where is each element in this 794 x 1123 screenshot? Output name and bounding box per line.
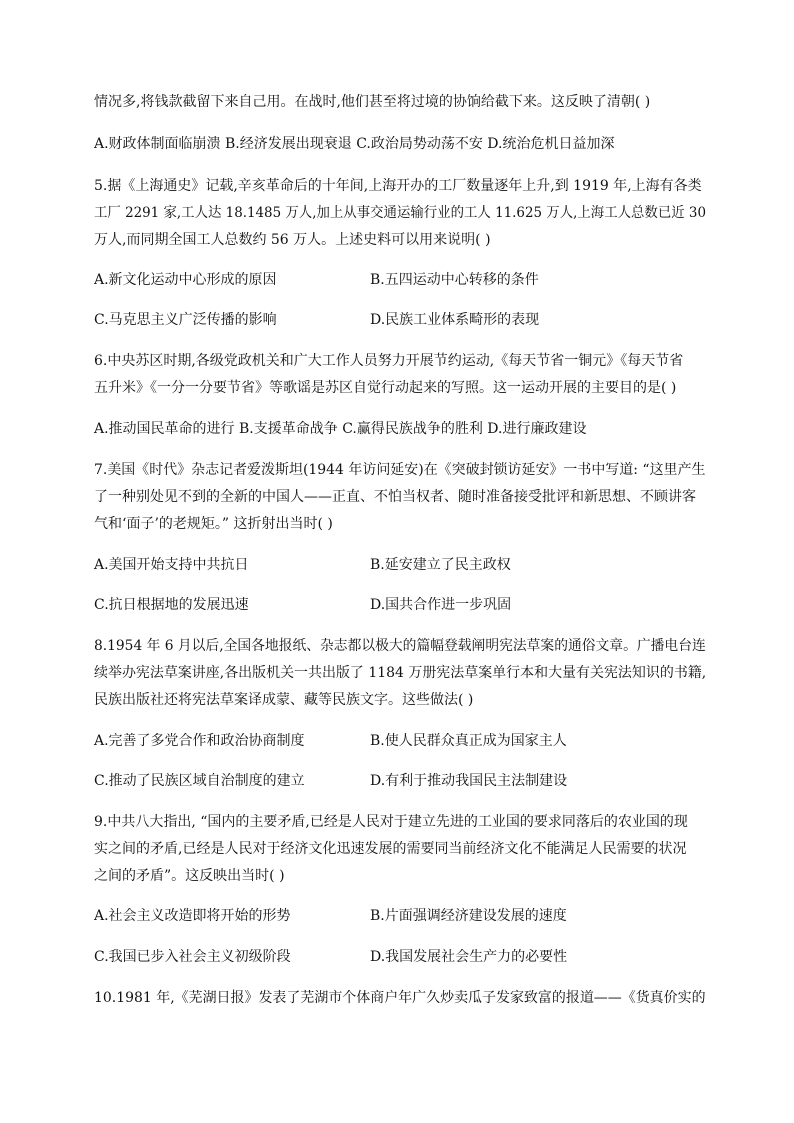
q5-option-a: A.新文化运动中心形成的原因 <box>94 272 277 288</box>
q8-option-c: C.推动了民族区域自治制度的建立 <box>94 773 305 789</box>
q8-option-a: A.完善了多党合作和政治协商制度 <box>94 733 305 749</box>
q5-stem-line-2: 工厂 2291 家,工人达 18.1485 万人,加上从事交通运输行业的工人 11.625 万人,上海工人总数已近 30 <box>94 205 706 221</box>
q6-stem-line-2: 五升米》《一分一分要节省》等歌谣是苏区自觉行动起来的写照。这一运动开展的主要目的是( ) <box>94 380 677 396</box>
q8-option-b: B.使人民群众真正成为国家主人 <box>370 733 567 749</box>
q7-option-a: A.美国开始支持中共抗日 <box>94 557 249 573</box>
q8-stem-line-2: 续举办宪法草案讲座,各出版机关一共出版了 1184 万册宪法草案单行本和大量有关宪法知识的书籍, <box>94 665 707 681</box>
q8-stem-line-1: 8.1954 年 6 月以后,全国各地报纸、杂志都以极大的篇幅登载阐明宪法草案的通俗文章。广播电台连 <box>94 638 706 654</box>
q4-stem-tail: 情况多,将钱款截留下来自己用。在战时,他们甚至将过境的协饷给截下来。这反映了清朝( ) <box>94 94 651 110</box>
q5-option-c: C.马克思主义广泛传播的影响 <box>94 312 277 328</box>
q9-stem-line-1: 9.中共八大指出, “国内的主要矛盾,已经是人民对于建立先进的工业国的要求同落后的农业国的现 <box>94 814 688 830</box>
q9-option-c: C.我国已步入社会主义初级阶段 <box>94 949 291 965</box>
q7-option-c: C.抗日根据地的发展迅速 <box>94 597 249 613</box>
q5-option-d: D.民族工业体系畸形的表现 <box>370 312 540 328</box>
q9-option-a: A.社会主义改造即将开始的形势 <box>94 908 291 924</box>
q5-stem-line-3: 万人,而同期全国工人总数约 56 万人。上述史料可以用来说明( ) <box>94 232 491 248</box>
q8-stem-line-3: 民族出版社还将宪法草案译成蒙、藏等民族文字。这些做法( ) <box>94 692 474 708</box>
q7-stem-line-1: 7.美国《时代》杂志记者爱泼斯坦(1944 年访问延安)在《突破封锁访延安》一书中写道: “这里产生 <box>94 462 706 478</box>
q9-option-d: D.我国发展社会生产力的必要性 <box>370 949 568 965</box>
q4-options: A.财政体制面临崩溃 B.经济发展出现衰退 C.政治局势动荡不安 D.统治危机日益加深 <box>94 136 615 152</box>
q7-stem-line-2: 了一种别处见不到的全新的中国人——正直、不怕当权者、随时准备接受批评和新思想、不顾讲客 <box>94 489 696 505</box>
q7-stem-line-3: 气和‘面子’的老规矩。” 这折射出当时( ) <box>94 516 333 532</box>
q5-option-b: B.五四运动中心转移的条件 <box>370 272 539 288</box>
q6-options: A.推动国民革命的进行 B.支援革命战争 C.赢得民族战争的胜利 D.进行廉政建设 <box>94 421 587 437</box>
q7-option-b: B.延安建立了民主政权 <box>370 557 511 573</box>
q6-stem-line-1: 6.中央苏区时期,各级党政机关和广大工作人员努力开展节约运动,《每天节省一铜元》《每天节省 <box>94 353 684 369</box>
q5-stem-line-1: 5.据《上海通史》记载,辛亥革命后的十年间,上海开办的工厂数量逐年上升,到 1919 年,上海有各类 <box>94 178 702 194</box>
q9-option-b: B.片面强调经济建设发展的速度 <box>370 908 567 924</box>
q9-stem-line-2: 实之间的矛盾,已经是人民对于经济文化迅速发展的需要同当前经济文化不能满足人民需要的状况 <box>94 841 687 857</box>
q9-stem-line-3: 之间的矛盾”。这反映出当时( ) <box>94 868 285 884</box>
q10-stem-line-1: 10.1981 年,《芜湖日报》发表了芜湖市个体商户年广久炒卖瓜子发家致富的报道——《货真价实的 <box>94 990 706 1006</box>
q7-option-d: D.国共合作进一步巩固 <box>370 597 512 613</box>
q8-option-d: D.有利于推动我国民主法制建设 <box>370 773 568 789</box>
